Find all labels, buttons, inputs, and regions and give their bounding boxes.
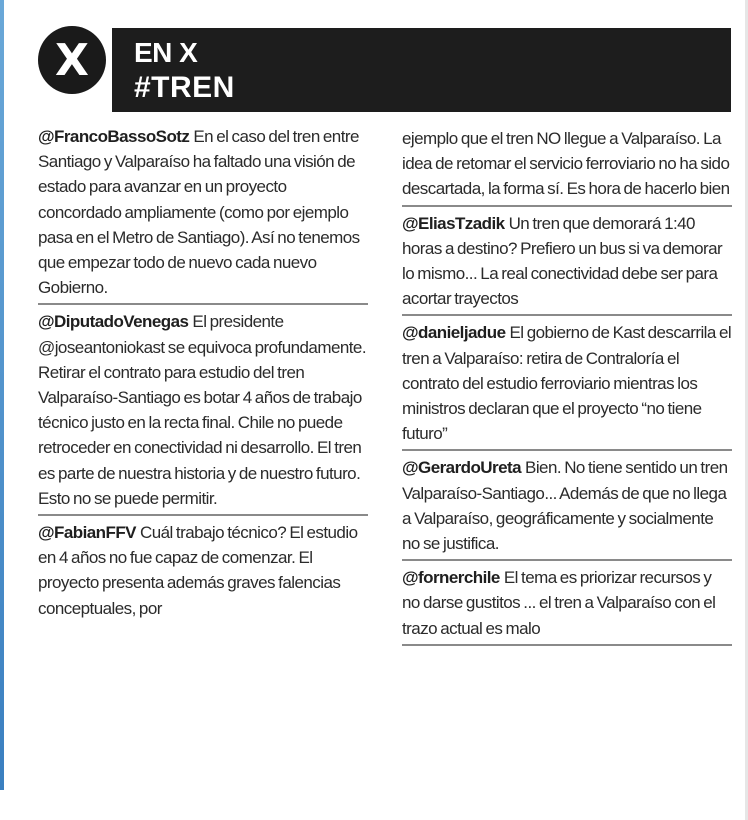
post-fabian-ffv-continued [402, 120, 732, 207]
post-gerardo-ureta [402, 451, 732, 561]
page-edge-left [0, 0, 4, 790]
post-daniel-jadue [402, 316, 732, 451]
left-column [38, 120, 368, 624]
post-text: ejemplo que el tren NO llegue a Valparaíso. La idea de retomar el servicio ferroviario no ha sido descartada, la forma sí. Es hora de hacerlo bien [402, 129, 730, 199]
x-logo-icon: X [38, 26, 106, 94]
post-handle: @GerardoUreta [402, 458, 522, 478]
post-handle: @fornerchile [402, 568, 500, 588]
header-title: EN X [134, 37, 198, 68]
post-handle: @DiputadoVenegas [38, 312, 189, 332]
section-header [112, 28, 731, 112]
post-text: Un tren que demorará 1:40 horas a destino? Prefiero un bus si va demorar lo mismo... La real conectividad debe ser para acortar trayectos [402, 213, 723, 309]
post-text: El presidente @joseantoniokast se equivoca profundamente. Retirar el contrato para estudio del tren Valparaíso-Santiago es botar 4 años de trabajo técnico justo en la recta final. Chile no puede retroceder en conectividad ni desarrollo. El tren es parte de nuestra historia y de nuestro futuro. Esto no se puede permitir. [38, 312, 367, 508]
post-handle: @EliasTzadik [402, 213, 505, 233]
header-hashtag: #TREN [134, 71, 235, 104]
post-text: Cuál trabajo técnico? El estudio en 4 años no fue capaz de comenzar. El proyecto presenta además graves falencias conceptuales, por [38, 523, 358, 618]
post-franco-basso-sotz [38, 120, 368, 305]
right-column [402, 120, 732, 646]
post-diputado-venegas [38, 305, 368, 516]
post-handle: @danieljadue [402, 323, 506, 343]
post-text: El tema es priorizar recursos y no darse gustitos ... el tren a Valparaíso con el trazo actual es malo [402, 568, 716, 638]
post-forner-chile [402, 561, 732, 646]
post-text: El gobierno de Kast descarrila el tren a Valparaíso: retira de Contraloría el contrato del estudio ferroviario mientras los ministros declaran que el proyecto “no tiene futuro” [402, 323, 732, 444]
post-text: En el caso del tren entre Santiago y Valparaíso ha faltado una visión de estado para avanzar en un proyecto concordado ampliamente (como por ejemplo pasa en el Metro de Santiago). Así no tenemos que empezar todo de nuevo cada nuevo Gobierno. [38, 127, 360, 298]
post-elias-tzadik [402, 207, 732, 317]
post-handle: @FrancoBassoSotz [38, 127, 190, 146]
post-text: Bien. No tiene sentido un tren Valparaíso-Santiago... Además de que no llega a Valparaíso, geográficamente y socialmente no se justifica. [402, 458, 728, 554]
post-handle: @FabianFFV [38, 523, 136, 543]
post-fabian-ffv [38, 516, 368, 624]
